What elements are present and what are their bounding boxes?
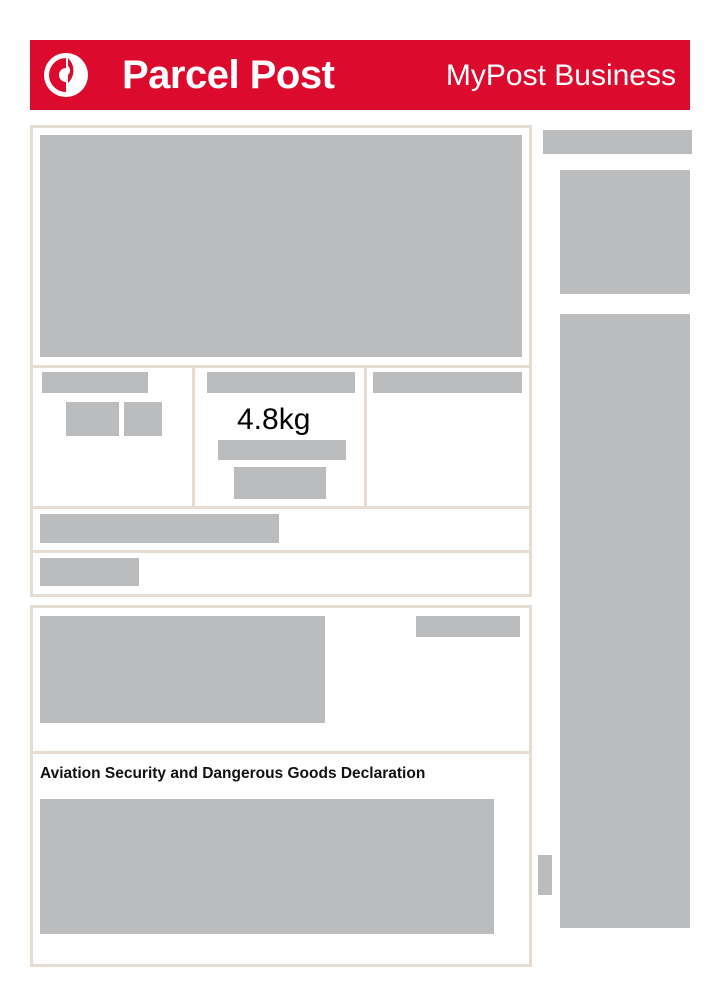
redacted-cell-value	[218, 440, 346, 460]
divider	[30, 751, 532, 754]
redacted-side-mark	[538, 855, 552, 895]
redacted-cell-value	[234, 467, 326, 499]
redacted-sender-tag	[416, 616, 520, 637]
redacted-cell-value	[124, 402, 162, 436]
redacted-side-title	[543, 130, 692, 154]
brand-title: Parcel Post	[122, 53, 335, 97]
redacted-cell-label	[42, 372, 148, 393]
australia-post-logo-icon	[44, 53, 88, 97]
redacted-extra	[40, 558, 139, 586]
redacted-address-block	[40, 135, 522, 357]
redacted-declaration-text	[40, 799, 494, 934]
redacted-side-code	[560, 170, 690, 294]
redacted-side-barcode	[560, 314, 690, 928]
brand-subtitle: MyPost Business	[445, 59, 676, 92]
declaration-heading: Aviation Security and Dangerous Goods Declaration	[40, 765, 426, 782]
redacted-cell-label	[207, 372, 355, 393]
redacted-sender-block	[40, 616, 325, 723]
redacted-cell-label	[373, 372, 522, 393]
redacted-reference	[40, 514, 279, 543]
label-header	[30, 40, 690, 110]
redacted-cell-value	[66, 402, 119, 436]
parcel-weight: 4.8kg	[237, 403, 311, 436]
